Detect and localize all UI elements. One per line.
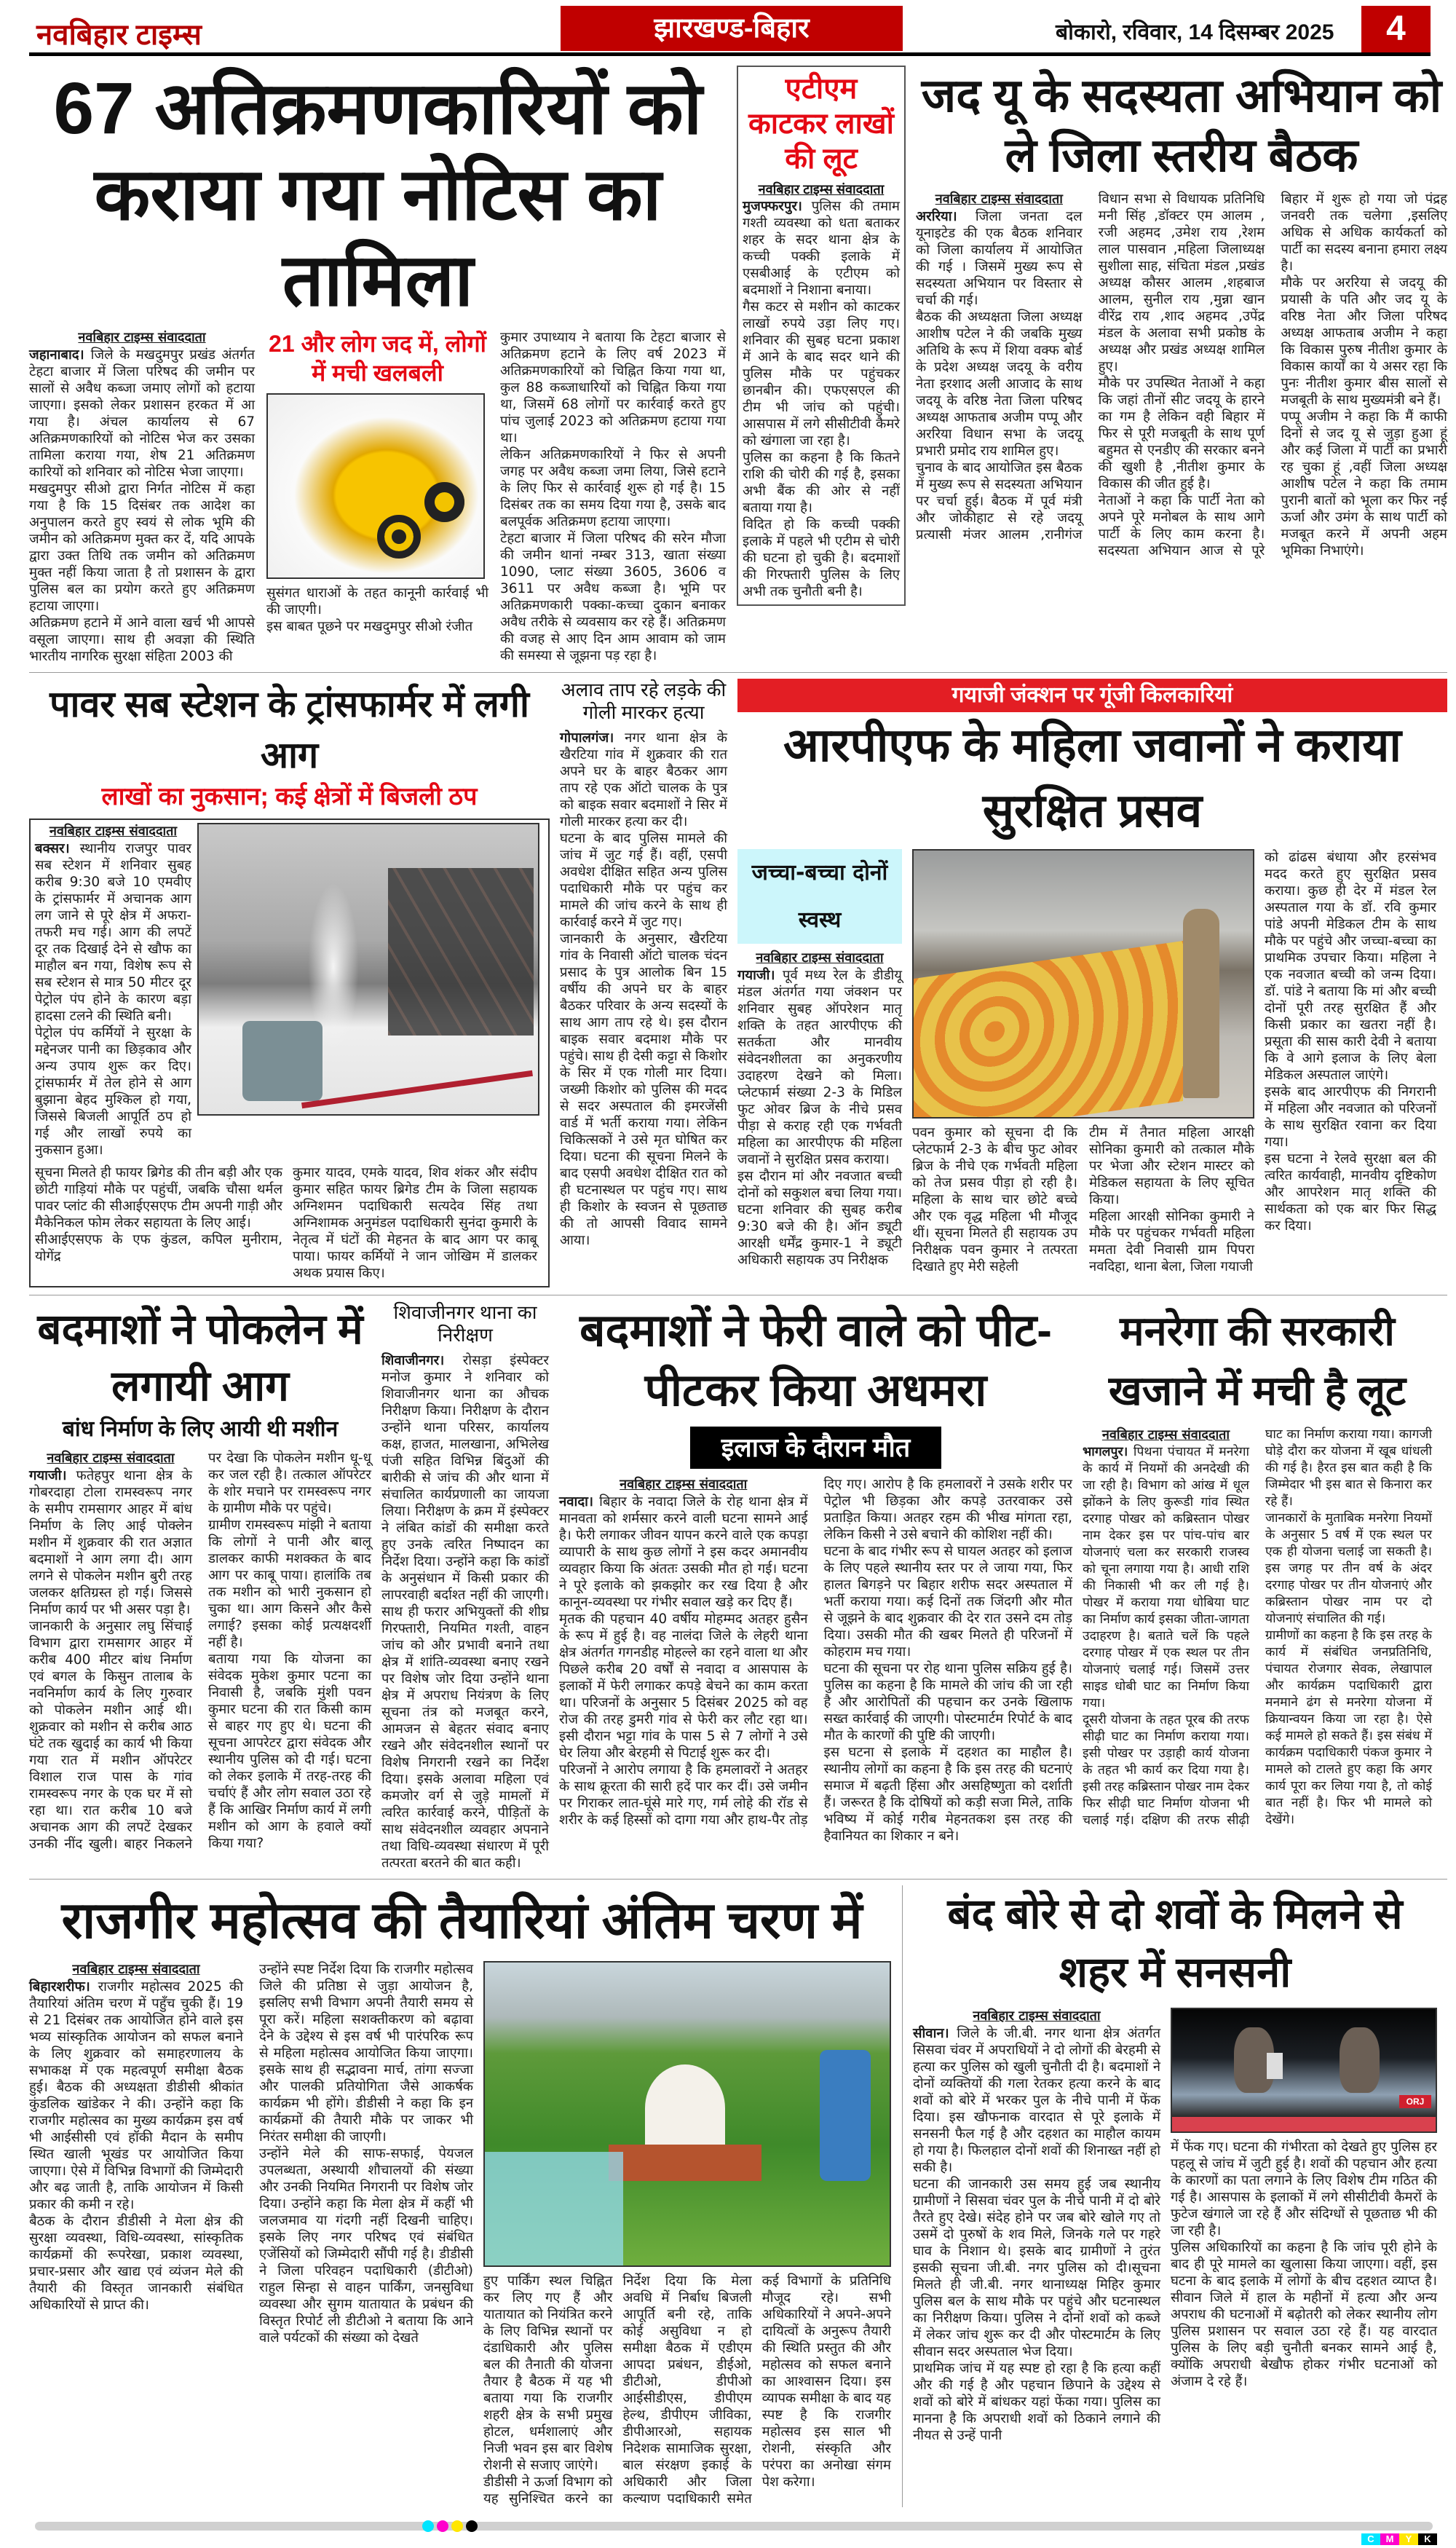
morgue-photo <box>1171 2008 1437 2133</box>
paragraph <box>35 1164 282 1231</box>
dateline: जहानाबाद। <box>29 347 91 363</box>
paragraph-text: इस बाबत पूछने पर मखदुमपुर सीओ रंजीत <box>266 619 473 634</box>
platform-delivery-photo <box>912 849 1254 1119</box>
story-headline: बंद बोरे से दो शवों के मिलने से शहर में सनसनी <box>947 1890 1403 1996</box>
cmyk-m: M <box>1380 2533 1399 2545</box>
story-column <box>1265 849 1436 1234</box>
dateline: गयाजी। <box>29 1468 76 1483</box>
story-columns <box>29 1961 473 2346</box>
story-body <box>29 1961 895 2507</box>
story-body <box>29 329 727 665</box>
paragraph-text: जिले के जी.बी. नगर थाना क्षेत्र अंतर्गत सिसवा चंवर में अपराधियों ने दो लोगों की बेरहमी से हत्या कर पुलिस को खुली चुनौती दी है। बदमाशों ने दोनों व्यक्तियों की गला रेतकर हत्या करने के बाद शवों को बोरे में भरकर पुल के नीचे पानी में फेंक दिया। इस खौफनाक वारदात से पूरे इलाके में सनसनी फैल गई है और दहशत का माहौल कायम हो गया है। फिलहाल दोनों शवों की शिनाख्त नहीं हो सकी है। <box>913 2026 1160 2175</box>
story-subhead: जच्चा-बच्चा दोनों स्वस्थ <box>737 849 902 944</box>
row-third <box>29 1295 1447 1879</box>
paragraph <box>266 618 488 635</box>
paragraph-text: बिहार के नवादा जिले के रोह थाना क्षेत्र में मानवता को शर्मसार करने वाली घटना सामने आई है। फेरी लगाकर जीवन यापन करने वाले एक कपड़ा व्यापारी के साथ कुछ लोगों ने इस कदर अमानवीय व्यवहार किया कि अंततः उसकी मौत हो गई। घटना ने पूरे इलाके को झकझोर कर रख दिया है और कानून-व्यवस्था पर गंभीर सवाल खड़े कर दिए हैं। <box>559 1494 808 1610</box>
paragraph-text: सूचना मिलते ही फायर ब्रिगेड की तीन बड़ी और एक छोटी गाड़ियां मौके पर पहुंचीं, जबकि चौसा थर्मल पावर प्लांट की सीआईएसएफ टीम अपनी गाड़ी और मैकेनिकल फोम लेकर सहायता के लिए आई। <box>35 1165 282 1231</box>
story-columns <box>483 2273 891 2507</box>
paragraph-text: उन्होंने स्पष्ट निर्देश दिया कि राजगीर महोत्सव जिले की प्रतिष्ठा से जुड़ा आयोजन है, इसलिए सभी विभाग अपनी तैयारी समय से पूरा करें। महिला सशक्तीकरण को बढ़ावा देने के उद्देश्य से इस वर्ष भी पारंपरिक रूप से महिला महोत्सव आयोजित किया जाएगा। इसके साथ ही सद्भावना मार्च, तांगा सज्जा और पालकी प्रतियोगिता जैसे आकर्षक कार्यक्रम भी होंगे। डीडीसी ने कहा कि इन कार्यक्रमों की तैयारी मौके पर जाकर भी निरंतर समीक्षा की जाएगी। <box>259 1962 473 2145</box>
masthead-rule <box>29 52 1431 56</box>
paragraph-text: घटना की सूचना पर रोह थाना पुलिस सक्रिय हुई है। पुलिस का कहना है कि मामले की जांच की जा रही है और आरोपितों की पहचान कर उनके खिलाफ सख्त कार्रवाई की जाएगी। पोस्टमार्टम रिपोर्ट के बाद मौत के कारणों की पुष्टि की जाएगी। <box>823 1661 1072 1743</box>
row-bottom <box>29 1879 1447 2515</box>
edition-date: बोकारो, रविवार, 14 दिसम्बर 2025 <box>1056 20 1334 44</box>
paragraph-text: सुसंगत धाराओं के तहत कानूनी कार्रवाई भी की जाएगी। <box>266 585 488 618</box>
jcb-wheel <box>424 482 464 522</box>
paragraph <box>1265 1510 1432 1628</box>
story-jdu <box>916 66 1447 559</box>
story-column <box>737 849 902 1269</box>
paragraph-text: डीडीसी ने ऊर्जा विभाग को यह सुनिश्चित करने का निर्देश दिया कि मेला अवधि में निर्बाध बिजली आपूर्ति बनी रहे, ताकि कोई असुविधा न हो समीक्षा बैठक में एडीएम आपदा प्रबंधन, डीईओ, डीटीओ, डीपीओ आईसीडीएस, डीपीएम हेल्थ, डीपीएम जीविका, डीपीआरओ, सहायक निदेशक सामाजिक सुरक्षा, बाल संरक्षण इकाई के अधिकारी और जिला कल्याण पदाधिकारी समेत कई विभागों के प्रतिनिधि मौजूद रहे। सभी अधिकारियों ने अपने-अपने दायित्वों के अनुरूप तैयारी की स्थिति प्रस्तुत की और महोत्सव को सफल बनाने का आश्वासन दिया। इस व्यापक समीक्षा के बाद यह स्पष्ट है कि राजगीर महोत्सव इस साल भी रोशनी, संस्कृति और परंपरा का अनोखा संगम पेश करेगा। <box>483 2273 891 2506</box>
paragraph-text: हुए पार्किंग स्थल चिह्नित कर लिए गए हैं और यातायात को नियंत्रित करने के लिए विभिन्न स्थानों पर दंडाधिकारी और पुलिस बल की तैनाती की योजना तैयार है बैठक में यह भी बताया गया कि राजगीर शहरी क्षेत्र के सभी प्रमुख होटल, धर्मशालाएं और निजी भवन इस बार विशेष रोशनी से सजाए जाएंगे। <box>483 2273 613 2473</box>
paragraph-text: उन्होंने मेले की साफ-सफाई, पेयजल उपलब्धता, अस्थायी शौचालयों की संख्या और उनकी नियमित निगरानी पर विशेष जोर दिया। उन्होंने कहा कि मेला क्षेत्र में कहीं भी जलजमाव या गंदगी नहीं दिखनी चाहिए। इसके लिए नगर परिषद एवं संबंधित एजेंसियों को जिम्मेदारी सौंपी गई है। डीडीसी ने जिला परिवहन पदाधिकारी (डीटीओ) राहुल सिन्हा से वाहन पार्किंग, जनसुविधा व्यवस्था और सुगम यातायात के प्रबंधन की विस्तृत रिपोर्ट ली डीटीओ ने बताया कि आने वाले पर्यटकों की संख्या को देखते <box>259 2146 473 2346</box>
paragraph <box>824 1744 1073 1845</box>
paragraph <box>913 2025 1160 2176</box>
paragraph-text: ग्रामीण रामस्वरूप मांझी ने बताया कि लोगों ने पानी और बालू डालकर काफी मशक्कत के बाद आग पर काबू पाया। हालांकि तब तक मशीन को भारी नुकसान हो चुका था। आग किसने और कैसे लगाई? इसका कोई प्रत्यक्षदर्शी नहीं है। <box>208 1518 371 1650</box>
paragraph <box>1171 2239 1437 2390</box>
story-banner <box>737 679 1447 712</box>
story-text <box>913 2025 1160 2444</box>
paragraph-text: जिला जनता दल यूनाइटेड की एक बैठक शनिवार को जिला कार्यालय में आयोजित की गई । जिसमें मुख्य रूप से सदस्यता अभियान पर विस्तार से चर्चा की गई। <box>916 209 1083 308</box>
stupa-base <box>609 2145 761 2181</box>
yellow-dot <box>451 2520 463 2532</box>
story-text <box>29 1450 371 1853</box>
paragraph <box>259 1961 473 2145</box>
story-columns <box>1083 1427 1432 1829</box>
paragraph-text: को ढांढस बंधाया और हरसंभव मदद करते हुए सुरक्षित प्रसव कराया। कुछ ही देर में मंडल रेल अस्पताल गया के डॉ. रवि कुमार पांडे अपनी मेडिकल टीम के साथ मौके पर पहुंचे और जच्चा-बच्चा का प्राथमिक उपचार किया। महिला ने एक नवजात बच्ची को जन्म दिया। डॉ. पांडे ने बताया कि मां और बच्ची दोनों पूरी तरह सुरक्षित हैं और किसी प्रकार का खतरा नहीं है। प्रसूता की सास कारी देवी ने बताया कि वे आगे इलाज के लिए बेला मेडिकल अस्पताल जाएंगे। <box>1265 850 1436 1083</box>
power-story-box <box>29 819 550 1287</box>
paragraph <box>29 2213 243 2314</box>
paragraph <box>560 830 727 931</box>
paragraph-text: राजगीर महोत्सव 2025 की तैयारियां अंतिम चरण में पहुँच चुकी हैं। 19 से 21 दिसंबर तक आयोजित होने वाले इस भव्य सांस्कृतिक आयोजन को सफल बनाने के लिए शुक्रवार को समाहरणालय के सभाकक्ष में एक महत्वपूर्ण समीक्षा बैठक हुई। बैठक की अध्यक्षता डीडीसी श्रीकांत कुंडलिक खांडेकर ने की। उन्होंने कहा कि राजगीर महोत्सव का मुख्य कार्यक्रम इस वर्ष भी आईसीसी एवं हॉकी मैदान के समीप स्थित खाली भूखंड पर आयोजित किया जाएगा। ऐसे में विभिन्न विभागों की जिम्मेदारी और बढ़ जाती है, ताकि आयोजन में किसी प्रकार की कमी न रहे। <box>29 1979 243 2212</box>
paragraph <box>208 1651 371 1852</box>
paragraph-text: महिला आरक्षी सोनिका कुमारी ने मौके पर पहुंचकर गर्भवती महिला ममता देवी निवासी ग्राम पिपरा नवदिहा, थाना बेला, जिला गयाजी <box>1089 1209 1254 1274</box>
dateline: सीवान। <box>913 2026 957 2041</box>
paragraph <box>1083 1444 1249 1712</box>
story-headline: आरपीएफ के महिला जवानों ने कराया सुरक्षित प्रसव <box>783 719 1401 837</box>
story-subhead: 21 और लोग जद में, लोगों में मची खलबली <box>269 331 486 386</box>
paragraph-text: नेताओं ने कहा कि पार्टी नेता को अपने पूरे मनोबल के साथ आगे पार्टी के लिए काम करना है। सदस्यता अभियान आज से पूरे बिहार में शुरू हो गया जो पंद्रह जनवरी तक चलेगा ,इसलिए अधिक से अधिक कार्यकर्ता को पार्टी का सदस्य बनाना हमारा लक्ष्य है। <box>1098 192 1447 559</box>
story-poklen <box>29 1301 371 1853</box>
paragraph <box>29 347 255 481</box>
paragraph <box>1089 1124 1254 1208</box>
paragraph <box>560 931 727 1249</box>
paragraph <box>559 1611 808 1762</box>
paragraph <box>381 1352 549 1871</box>
story-text <box>29 347 255 665</box>
cyan-dot <box>422 2520 434 2532</box>
byline: नवबिहार टाइम्स संवाददाता <box>758 182 885 197</box>
story-headline: मनरेगा की सरकारी खजाने में मची है लूट <box>1108 1308 1406 1413</box>
paragraph-text: पुलिस का कहना है कि कितने राशि की चोरी की गई है, इसका अभी बैंक की ओर से नहीं बताया गया है। <box>743 450 900 516</box>
paragraph <box>266 585 488 618</box>
story-column <box>912 1124 1077 1275</box>
paragraph-text: इस दौरान मां और नवजात बच्ची दोनों को सकुशल बचा लिया गया। घटना शनिवार की सुबह करीब 9:30 बजे की है। ऑन ड्यूटी आरक्षी धर्मेंद्र कुमार-1 ने ड्यूटी अधिकारी सहायक उप निरीक्षक <box>737 1169 902 1268</box>
paragraph-text: घटना के बाद पुलिस मामले की जांच में जुट गई हैं। वहीं, एसपी अवधेश दीक्षित सहित अन्य पुलिस पदाधिकारी मौके पर पहुंच कर मामले की जांच करने के साथ ही कार्रवाई करने में जुट गए। <box>560 831 727 930</box>
cmyk-k: K <box>1418 2533 1437 2545</box>
dateline: गोपालगंज। <box>560 730 625 746</box>
black-dot <box>466 2520 478 2532</box>
paragraph <box>1281 409 1447 559</box>
byline: नवबिहार टाइम्स संवाददाता <box>49 824 178 839</box>
jcb-wheel <box>377 515 421 559</box>
paragraph <box>913 2360 1160 2444</box>
story-columns <box>559 1476 1072 1845</box>
paragraph-text: ग्रामीणों का कहना है कि इस तरह के कार्य में संबंधित जनप्रतिनिधि, पंचायत रोजगार सेवक, लेखापाल और कार्यक्रम पदाधिकारी द्वारा मनमाने ढंग से मनरेगा योजना में क्रियान्वयन किया जा रहा है। ऐसे कई मामले हो सकते हैं। इस संबंध में कार्यक्रम पदाधिकारी पंकज कुमार ने मामले को टालते हुए कहा कि अगर कार्य पूरा कर लिया गया है, तो कोई बात नहीं है। फिर भी मामले को देखेंगे। <box>1265 1628 1432 1827</box>
paragraph-text: फतेहपुर थाना क्षेत्र के गोबरदाहा टोला रामस्वरूप नगर के समीप रामसागर आहर में बांध निर्माण के लिए आई पोक्लेन मशीन में शुक्रवार की रात अज्ञात बदमाशों ने आग लगा दी। आग लगने से पोकलेन मशीन बुरी तरह जलकर क्षतिग्रस्त हो गई। जिससे निर्माण कार्य पर भी असर पड़ा है। <box>29 1468 192 1617</box>
registration-bar <box>35 2522 1433 2531</box>
paragraph-text: में फेंक गए। घटना की गंभीरता को देखते हुए पुलिस हर पहलू से जांच में जुटी हुई है। शवों की पहचान और हत्या के कारणों का पता लगाने के लिए विशेष टीम गठित की गई है। आसपास के इलाकों में लगे सीसीटीवी कैमरों के फुटेज खंगाले जा रहे हैं और संदिग्धों से पूछताछ भी की जा रही है। <box>1171 2139 1437 2239</box>
story-column <box>266 585 488 635</box>
paragraph <box>500 329 726 446</box>
story-column <box>293 1164 537 1282</box>
paragraph-text: जानकारी के अनुसार, खैरटिया गांव के निवासी ऑटो चालक चंदन प्रसाद के पुत्र आलोक बिन 15 वर्षीय की अपने घर के बाहर बैठकर परिवार के अन्य सदस्यों के साथ आग ताप रहे थे। इस दौरान बाइक सवार बदमाश मौके पर पहुंचे। साथ ही देसी कट्टा से किशोर के सिर में एक गोली मार दिया। जख्मी किशोर को पुलिस की मदद से सदर अस्पताल की इमरजेंसी वार्ड में भर्ती कराया गया। लेकिन चिकित्सकों ने उसे मृत घोषित कर दिया। घटना की सूचना मिलने के बाद एसपी अवधेश दीक्षित रात को ही घटनास्थल पर पहुंच गए। साथ ही किशोर के स्वजन से पूछताछ की तो आपसी विवाद सामने आया। <box>560 931 727 1248</box>
paragraph <box>1265 1151 1436 1234</box>
story-text <box>737 967 902 1269</box>
story-headline: 67 अतिक्रमणकारियों को कराया गया नोटिस का तामिला <box>53 68 703 321</box>
story-headline: एटीएम काटकर लाखों की लूट <box>748 73 894 175</box>
story-headline: बदमाशों ने फेरी वाले को पीट-पीटकर किया अधमरा <box>579 1306 1052 1416</box>
photo-cols <box>912 1124 1254 1275</box>
paragraph <box>737 1168 902 1269</box>
paragraph <box>500 530 726 664</box>
newspaper-logo: नवबिहार टाइम्स <box>36 19 202 51</box>
story-text <box>559 1476 1072 1845</box>
paragraph <box>912 1124 1077 1275</box>
story-text <box>916 191 1447 559</box>
paragraph-text: जानकारों के मुताबिक मनरेगा नियमों के अनुसार 5 वर्ष में एक स्थल पर एक ही योजना चलाई जा सकती है। इस जगह पर तीन वर्ष के अंदर दरगाह पोखर पर तीन योजनाएं और कब्रिस्तान पोखर नाम पर दो योजनाएं संचालित की गई। <box>1265 1511 1432 1626</box>
paragraph-text: विदित हो कि कच्ची पक्की इलाके में पहले भी एटीम से चोरी की घटना हो चुकी है। बदमाशों की गिरफ्तारी पुलिस के लिए अभी तक चुनौती बनी है। <box>743 517 900 599</box>
paragraph-text: पुलिस की तमाम गश्ती व्यवस्था को धता बताकर शहर के सदर थाना क्षेत्र के कच्ची पक्की इलाके में एसबीआई के एटीएम को बदमाशों ने निशाना बनाया। <box>743 199 900 298</box>
byline: नवबिहार टाइम्स संवाददाता <box>47 1451 175 1466</box>
banner-text: गयाजी जंक्शन पर गूंजी किलकारियां <box>951 683 1233 707</box>
paragraph-text: मखदुमपुर सीओ द्वारा निर्गत नोटिस में कहा गया है कि 15 दिसंबर तक आदेश का अनुपालन करते हुए स्वयं से लोक भूमि की जमीन को अतिक्रमण मुक्त कर दें, यदि आपके द्वारा उक्त तिथि तक जमीन को अतिक्रमण मुक्त नहीं किया जाता है तो प्रशासन के द्वारा पुलिस बल का प्रयोग करते हुए अतिक्रमण हटाया जाएगा। <box>29 481 255 614</box>
paragraph-text: कुमार उपाध्याय ने बताया कि टेहटा बाजार से अतिक्रमण हटाने के लिए वर्ष 2023 में अतिक्रमणकारियों को चिह्नित किया गया था, कुल 88 कब्जाधारियों को चिह्नित किया गया था, जिसमें 68 लोगों पर कार्रवाई करते हुए पांच जुलाई 2023 को अतिक्रमण हटाया गया था। <box>500 330 726 446</box>
story-columns <box>29 1450 371 1853</box>
story-text <box>1083 1427 1432 1829</box>
paragraph-text: इस घटना ने रेलवे सुरक्षा बल की त्वरित कार्यवाही, मानवीय दृष्टिकोण और आपरेशन मातृ शक्ति की सार्थकता को एक बार फिर सिद्ध कर दिया। <box>1265 1151 1436 1234</box>
story-text <box>560 730 727 1249</box>
footer <box>29 2519 1447 2548</box>
story-mnrega <box>1083 1301 1432 1829</box>
story-siwan <box>913 1885 1437 2444</box>
story-headline: राजगीर महोत्सव की तैयारियां अंतिम चरण में <box>61 1892 863 1949</box>
cmyk-c: C <box>1361 2533 1380 2545</box>
paragraph-text: घटना की जानकारी उस समय हुई जब स्थानीय ग्रामीणों ने सिसवा चंवर पुल के नीचे पानी में दो बोरे तैरते हुए देखे। संदेह होने पर जब बोरे खोले गए तो उसमें दो पुरुषों के शव मिले, जिनके गले पर गहरे घाव के निशान थे। इसके बाद ग्रामीणों ने तुरंत इसकी सूचना जी.बी. नगर पुलिस को दी।सूचना मिलते ही जी.बी. नगर थानाध्यक्ष मिहिर कुमार पुलिस बल के साथ मौके पर पहुंचे और घटनास्थल का निरीक्षण किया। पुलिस ने दोनों शवों को कब्जे में लेकर जांच शुरू कर दी और पोस्टमार्टम के लिए सीवान सदर अस्पताल भेज दिया। <box>913 2177 1160 2359</box>
paragraph-text: बैठक के दौरान डीडीसी ने मेला क्षेत्र की सुरक्षा व्यवस्था, विधि-व्यवस्था, सांस्कृतिक कार्यक्रमों की रूपरेखा, प्रकाश व्यवस्था, प्रचार-प्रसार और खाद्य एवं व्यंजन मेले की तैयारी की विस्तृत जानकारी संबंधित अधिकारियों से प्राप्त की। <box>29 2214 243 2313</box>
paragraph-text: पवन कुमार को सूचना दी कि प्लेटफार्म 2-3 के बीच फुट ओवर ब्रिज के नीचे एक गर्भवती महिला को तेज प्रसव पीड़ा हो रही है। महिला के साथ चार छोटे बच्चे और एक वृद्ध महिला भी मौजूद थीं। सूचना मिलते ही सहायक उप निरीक्षक पवन कुमार ने तत्परता दिखाते हुए मेरी सहेली <box>912 1125 1077 1274</box>
transformer-fire-photo <box>197 823 539 1116</box>
inset-headline: इलाज के दौरान मौत <box>721 1432 911 1462</box>
paragraph-text: मृतक की पहचान 40 वर्षीय मोहम्मद अतहर हुसैन के रूप में हुई है। वह नालंदा जिले के लेहरी थाना क्षेत्र अंतर्गत गगनडीह मोहल्ले का रहने वाला था और पिछले करीब 20 वर्षों से नवादा व आसपास के इलाकों में फेरी लगाकर कपड़े बेचने का काम करता था। परिजनों के अनुसार 5 दिसंबर 2025 को वह रोज की तरह डुमरी गांव से फेरी कर लौट रहा था। इसी दौरान भट्टा गांव के पास 5 से 7 लोगों ने उसे घेर लिया और बेरहमी से पिटाई शुरू कर दी। <box>559 1612 808 1761</box>
power-top <box>35 823 544 1159</box>
cmyk-y: Y <box>1399 2533 1418 2545</box>
story-column <box>29 329 255 665</box>
paragraph <box>737 967 902 1168</box>
stupa <box>645 2064 725 2152</box>
transformer-structure <box>388 868 534 1036</box>
paragraph-text: जानकारी के अनुसार लघु सिंचाई विभाग द्वारा रामसागर आहर में करीब 400 मीटर बांध निर्माण एवं बगल के किसुन तालाब के नवनिर्माण कार्य के लिए गुरुवार को पोकलेन मशीन आई थी। शुक्रवार को मशीन से करीब आठ घंटे तक खुदाई का कार्य भी किया गया रात में मशीन ऑपरेटर विशाल राज पास के गांव रामस्वरूप नगर के एक घर में सो रहा था। रात करीब 10 बजे अचानक आग की लपटें देखकर उनकी नींद खुली। बाहर निकलने पर देखा कि पोकलेन मशीन धू-धू कर जल रही है। तत्काल ऑपरेटर के शोर मचाने पर रामस्वरूप नगर के ग्रामीण मौके पर पहुंचे। <box>29 1451 371 1852</box>
dateline: नवादा। <box>559 1494 600 1510</box>
paragraph-text: कुमार यादव, एमके यादव, शिव शंकर और संदीप कुमार सहित फायर ब्रिगेड टीम के जिला सहायक अग्निशमन पदाधिकारी सत्यदेव सिंह तथा अग्निशामक अनुमंडल पदाधिकारी सुनंदा कुमारी के नेतृत्व में घंटों की मेहनत के बाद आग पर काबू पाया। फायर कर्मियों ने जान जोखिम में डालकर अथक प्रयास किए। <box>293 1165 537 1281</box>
byline: नवबिहार टाइम्स संवाददाता <box>72 1962 200 1977</box>
paragraph <box>35 1231 282 1265</box>
paragraph <box>1265 1628 1432 1829</box>
paragraph-text: लेकिन अतिक्रमणकारियों ने फिर से अपनी जगह पर अवैध कब्जा जमा लिया, जिसे हटाने के लिए फिर से कार्रवाई शुरू हो गई है। 15 दिसंबर तक का समय दिया गया है, उसके बाद बलपूर्वक अतिक्रमण हटाया जाएगा। <box>500 447 726 529</box>
paragraph <box>29 1467 192 1618</box>
paragraph-text: पूर्व मध्य रेल के डीडीयू मंडल अंतर्गत गया जंक्शन पर शनिवार सुबह ऑपरेशन मातृ शक्ति के तहत आरपीएफ की सतर्कता और मानवीय संवेदनशीलता का अनुकरणीय उदाहरण देखने को मिला। प्लेटफार्म संख्या 2-3 के मिडिल फुट ओवर ब्रिज के नीचे प्रसव पीड़ा से कराह रही एक गर्भवती महिला का आरपीएफ की महिला जवानों ने सुरक्षित प्रसव कराया। <box>737 968 902 1167</box>
story-column <box>1089 1124 1254 1275</box>
paragraph <box>500 446 726 530</box>
story-rpf <box>737 679 1447 1275</box>
story-headline: शिवाजीनगर थाना का निरीक्षण <box>393 1301 537 1346</box>
paragraph-text: स्थानीय राजपुर पावर सब स्टेशन में शनिवार सुबह करीब 9:30 बजे 10 एमवीए के ट्रांसफार्मर में अचानक आग लग जाने से पूरे क्षेत्र में अफरा-तफरी मच गई। आग की लपटें दूर तक दिखाई देने से खौफ का माहौल बन गया, विशेष रूप से सब स्टेशन से मात्र 50 मीटर दूर पेट्रोल पंप होने के कारण बड़ा हादसा टलने की स्थिति बनी। <box>35 841 191 1024</box>
story-headline: बदमाशों ने पोकलेन में लगायी आग <box>37 1306 363 1410</box>
story-pheri <box>559 1301 1072 1845</box>
dateline: गयाजी। <box>737 968 783 983</box>
glass-bridge <box>485 2152 623 2267</box>
paragraph-text: जिले के मखदुमपुर प्रखंड अंतर्गत टेहटा बाजार में जिला परिषद की जमीन पर सालों से अवैध कब्जा जमाए लोगों को हटाया जाएगा। इसको लेकर प्रशासन हरकत में आ गया है। अंचल कार्यालय से 67 अतिक्रमणकारियों को नोटिस भेज कर उसका तामिला कराया गया, शेष 21 अतिक्रमण कारियों को शनिवार को नोटिस भेजा जाएगा। <box>29 347 255 480</box>
paragraph-text: प्राथमिक जांच में यह स्पष्ट हो रहा है कि हत्या कहीं और की गई है और पहचान छिपाने के उद्देश्य से शवों को बोरे में बांधकर यहां फेंका गया। पुलिस का मानना है कि अपराधी शवों को ठिकाने लगाने की नीयत से उन्हें पानी <box>913 2361 1160 2443</box>
paragraph-text: नगर थाना क्षेत्र के खैरटिया गांव में शुक्रवार की रात अपने घर के बाहर बैठकर आग ताप रहे एक ऑटो चालक के पुत्र को बाइक सवार बदमाशों ने सिर में गोली मारकर हत्या कर दी। <box>560 730 727 829</box>
story-column <box>1171 2139 1437 2390</box>
paragraph-text: टीम में तैनात महिला आरक्षी सोनिका कुमारी को तत्काल मौके पर भेजा और स्टेशन मास्टर को मेडिकल सहायता के लिए सूचित किया। <box>1089 1125 1254 1207</box>
paragraph <box>1265 849 1436 1084</box>
paragraph <box>1171 2139 1437 2239</box>
paragraph <box>1281 275 1447 409</box>
saree-screen <box>914 941 1183 1119</box>
paragraph <box>743 299 900 449</box>
rpf-officer <box>1183 909 1219 1098</box>
byline: नवबिहार टाइम्स संवाददाता <box>973 2008 1101 2024</box>
paragraph-text: रोसड़ा इंस्पेक्टर मनोज कुमार ने शनिवार को शिवाजीनगर थाना का औचक निरीक्षण किया। निरीक्षण के दौरान उन्होंने थाना परिसर, कार्यालय कक्ष, हाजत, मालखाना, अभिलेख पंजी सहित विभिन्न बिंदुओं की बारीकी से जांच की और थाना में संचालित कार्यप्रणाली का जायजा लिया। निरीक्षण के क्रम में इंस्पेक्टर ने लंबित कांडों की समीक्षा करते हुए उनके त्वरित निष्पादन का निर्देश दिया। उन्होंने कहा कि कांडों के अनुसंधान में किसी प्रकार की लापरवाही बर्दाश्त नहीं की जाएगी। साथ ही फरार अभियुक्तों की शीघ्र गिरफ्तारी, नियमित गश्ती, वाहन जांच को और प्रभावी बनाने तथा क्षेत्र में शांति-व्यवस्था बनाए रखने पर विशेष जोर दिया उन्होंने थाना क्षेत्र में अपराध नियंत्रण के लिए सूचना तंत्र को मजबूत करने, आमजन से बेहतर संवाद बनाए रखने और संवेदनशील स्थानों पर विशेष निगरानी रखने का निर्देश दिया। इसके अलावा महिला एवं कमजोर वर्ग से जुड़े मामलों में त्वरित कार्रवाई करने, पीड़ितों के साथ संवेदनशील व्यवहार अपनाने तथा विधि-व्यवस्था संधारण में पूरी तत्परता बरतने की बात कही। <box>381 1353 549 1871</box>
paragraph-text: चुनाव के बाद आयोजित इस बैठक में मुख्य रूप से सदस्यता अभियान पर चर्चा हुई। बैठक में पूर्व मंत्री और जोकीहाट से रहे जदयू प्रत्यासी मंजर आलम ,रानीगंज विधान सभा से विधायक प्रतिनिधि मनी सिंह ,डॉक्टर एम आलम , रजी अहमद ,उमेश राय ,रेशम लाल पासवान ,महिला जिलाध्यक्ष सुशीला साह, संचिता मंडल ,प्रखंड अध्यक्ष कौसर आलम ,शहबाज आलम, सुनील राय ,मुन्ना खान वीरेंद्र राय ,शाद अहमद ,उपेंद्र मंडल के अलावा सभी प्रकोष्ठ के अध्यक्ष और प्रखंड अध्यक्ष शामिल हुए। <box>916 192 1265 543</box>
dateline: भागलपुर। <box>1083 1445 1133 1459</box>
story-middle <box>266 329 488 635</box>
paragraph-text: पुलिस अधिकारियों का कहना है कि जांच पूरी होने के बाद ही पूरे मामले का खुलासा किया जाएगा। वहीं, इस घटना के बाद इलाके में लोगों के बीच दहशत व्याप्त है। सीवान जिले में हाल के महीनों में हत्या और अन्य अपराध की घटनाओं में बढ़ोतरी को लेकर स्थानीय लोग पुलिस प्रशासन पर सवाल उठा रहे हैं। यह वारदात पुलिस के लिए बड़ी चुनौती बनकर सामने आई है, क्योंकि अपराधी बेखौफ होकर गंभीर घटनाओं को अंजाम दे रहे हैं। <box>1171 2240 1437 2389</box>
paragraph-text: मौके पर अररिया से जदयू की प्रयासी के पति और जद यू के वरिष्ठ नेता और जिला परिषद अध्यक्ष आफताब अजीम ने कहा कि विकास पुरुष नीतीश कुमार के विकास कार्यों का ये असर रहा कि पुनः नीतीश कुमार बीस सालों से मजबूती के साथ मुख्यमंत्री बने हैं। <box>1281 275 1447 408</box>
power-bottom <box>35 1164 544 1282</box>
story-shivaji <box>381 1301 549 1871</box>
paragraph-text: बैठक की अध्यक्षता जिला अध्यक्ष आशीष पटेल ने की जबकि मुख्य अतिथि के रूप में शिया वक्फ बोर्ड के प्रदेश अध्यक्ष जदयू के वरीय नेता इरशाद अली आजाद के साथ जदयू के वरिष्ठ नेता जिला परिषद अध्यक्ष आफताब अजीम पप्पू और अररिया विधान सभा के जदयू प्रभारी प्रमोद राय शामिल हुए। <box>916 309 1083 459</box>
story-encroachment <box>29 66 727 665</box>
paragraph-text: पिथना पंचायत में मनरेगा के कार्य में नियमों की अनदेखी की जा रही है। विभाग को आंख में धूल झोंकने के लिए कुरूडी गांव स्थित दरगाह पोखर को कब्रिस्तान पोखर नाम देकर इस पर पांच-पांच बार योजनाएं चला कर सरकारी राजस्व को चूना लगाया गया है। आधी राशि की निकासी भी कर ली गई है। पोखर में कराया गया धोबिया घाट का निर्माण कार्य इसका जीता-जागता उदाहरण है। बताते चलें कि पहले दरगाह पोखर में एक स्थल पर तीन योजनाएं चलाई गई। जिसमें उत्तर साइड धोबी घाट का निर्माण किया गया। <box>1083 1445 1250 1711</box>
paragraph <box>824 1660 1073 1744</box>
story-middle <box>912 849 1254 1275</box>
paragraph <box>483 2273 612 2474</box>
story-headline: अलाव ताप रहे लड़के की गोली मारकर हत्या <box>561 679 727 723</box>
paragraph <box>743 449 900 516</box>
story-headline: जद यू के सदस्यता अभियान को ले जिला स्तरीय बैठक <box>921 69 1442 181</box>
paragraph <box>916 208 1083 309</box>
page-number: 4 <box>1361 6 1431 52</box>
paragraph-text: इसके बाद आरपीएफ की निगरानी में महिला और नवजात को परिजनों के साथ सुरक्षित रवाना कर दिया गया। <box>1265 1084 1436 1150</box>
paragraph-text: बताया गया कि योजना का संवेदक मुकेश कुमार पटना का निवासी है, जबकि मुंशी पवन कुमार घटना की रात किसी काम से बाहर गए हुए थे। घटना की सूचना आपरेटर द्वारा संवेदक और स्थानीय पुलिस को दी गई। घटना को लेकर इलाके में तरह-तरह की चर्चाएं हैं और लोग सवाल उठा रहे हैं कि आखिर निर्माण कार्य में लगी मशीन को आग के हवाले क्यों किया गया? <box>208 1652 371 1851</box>
row-top <box>29 60 1447 672</box>
byline: नवबिहार टाइम्स संवाददाता <box>935 192 1063 207</box>
story-subhead: लाखों का नुकसान; कई क्षेत्रों में बिजली ठप <box>101 783 478 810</box>
paragraph-text: दूसरी योजना के तहत पूरब की तरफ सीढ़ी घाट का निर्माण कराया गया। इसी पोखर पर उड़ाही कार्य योजना के तहत भी कार्य कर दिया गया है। इसी तरह कब्रिस्तान पोखर नाम देकर फिर सीढ़ी घाट निर्माण योजना भी चलाई गई। दक्षिण की तरफ सीढ़ी घाट का निर्माण कराया गया। कागजी घोड़े दौरा कर योजना में खूब धांधली की गई है। हैरत इस बात कही है कि जिम्मेदार भी इस बात से किनारा कर रहे हैं। <box>1083 1427 1432 1828</box>
paragraph-text: सीआईएसएफ के एफ कुंडल, कपिल मुनीराम, योगेंद्र <box>35 1232 282 1264</box>
oil-drum <box>242 1021 323 1101</box>
story-text <box>743 198 900 600</box>
magenta-dot <box>437 2520 448 2532</box>
paragraph-text: गैस कटर से मशीन को काटकर लाखों रुपये उड़ा लिए गए। शनिवार की सुबह घटना प्रकाश में आने के बाद सदर थाने की पुलिस मौके पर पहुंचकर छानबीन की। एफएसएल की टीम भी जांच को पहुंची। आसपास में लगे सीसीटीवी कैमरे को खंगाला जा रहा है। <box>743 299 900 449</box>
paragraph <box>743 198 900 299</box>
paragraph-text: इस घटना से इलाके में दहशत का माहौल है। स्थानीय लोगों का कहना है कि इस तरह की घटनाएं समाज में बढ़ती हिंसा और असहिष्णुता को दर्शाती हैं। जरूरत है कि दोषियों को कड़ी सजा मिले, ताकि भविष्य में कोई गरीब मेहनतकश इस तरह की हैवानियत का शिकार न बने। <box>823 1745 1072 1844</box>
paragraph-text: टेहटा बाजार में जिला परिषद की सरेन मौजा की जमीन थानां नम्बर 313, खाता संख्या 1090, प्लाट संख्या 3605, 3606 व 3611 पर अवैध कब्जा है। भूमि पर अतिक्रमणकारी पक्का-कच्चा दुकान बनाकर अवैध तरीके से व्यवसाय कर रहे हैं। अतिक्रमण की वजह से आए दिन आम आवाम को जाम की समस्या से जूझना पड़ रहा है। <box>500 531 726 663</box>
cmyk-mark <box>1361 2533 1437 2545</box>
foot <box>1340 2027 1380 2093</box>
dateline: अररिया। <box>916 209 976 224</box>
byline: नवबिहार टाइम्स संवाददाता <box>1101 1427 1230 1443</box>
paragraph <box>1099 375 1265 492</box>
paragraph <box>259 2145 473 2346</box>
byline: नवबिहार टाइम्स संवाददाता <box>756 950 884 966</box>
story-right <box>483 1961 891 2507</box>
paragraph <box>35 1025 191 1159</box>
paragraph-text: अतिक्रमण हटाने में आने वाला खर्च भी आपसे वसूला जाएगा। साथ ही अवज्ञा की स्थिति भारतीय नागरिक सुरक्षा संहिता 2003 की <box>29 615 255 664</box>
jcb-photo <box>266 393 485 579</box>
story-column <box>500 329 726 664</box>
channel-logo: ORJ <box>1399 2095 1431 2108</box>
paragraph <box>743 516 900 600</box>
row-second <box>29 672 1447 1295</box>
paragraph-text: पप्पू अजीम ने कहा कि मैं काफी दिनों से जद यू से जुड़ा हुआ हूं और कई जिला में पार्टी का प्रभारी रह चुका हूं ,वहीं जिला अध्यक्ष आशीष पटेल ने कहा कि तमाम पुरानी बातों को भूला कर फिर नई ऊर्जा और उमंग के साथ पार्टी को मजबूत करने में अपनी अहम भूमिका निभाएंगे। <box>1281 409 1447 559</box>
paragraph <box>824 1543 1073 1660</box>
registration-dots <box>422 2520 478 2532</box>
atm-story-box <box>737 66 906 606</box>
paragraph-text: परिजनों ने आरोप लगाया है कि हमलावरों ने अतहर के साथ क्रूरता की सारी हदें पार कर दीं। उसे जमीन पर गिराकर लात-घूंसे मारे गए, गर्म लोहे की रॉड से शरीर के कई हिस्सों को दागा गया और हाथ-पैर तोड़ दिए गए। आरोप है कि हमलावरों ने उसके शरीर पर पेट्रोल भी छिड़का और कपड़े उतरवाकर उसे प्रताड़ित किया। अतहर रहम की भीख मांगता रहा, लेकिन किसी ने उसे बचाने की कोशिश नहीं की। <box>559 1477 1072 1828</box>
paragraph <box>29 1979 243 2213</box>
paragraph <box>913 2176 1160 2360</box>
story-subhead: बांध निर्माण के लिए आयी थी मशीन <box>62 1417 339 1441</box>
inset-headline-box <box>690 1427 941 1469</box>
paragraph <box>559 1494 808 1611</box>
paragraph <box>1089 1208 1254 1275</box>
story-column <box>35 1164 282 1265</box>
paragraph-text: पेट्रोल पंप कर्मियों ने सुरक्षा के मद्देनजर पानी का छिड़काव और अन्य उपाय शुरू कर दिए। ट्रांसफार्मर में तेल होने से आग बुझाना बेहद मुश्किल हो गया, जिससे बिजली आपूर्ति ठप हो गई और लाखों रुपये का नुकसान हुआ। <box>35 1025 191 1158</box>
byline: नवबिहार टाइम्स संवाददाता <box>620 1477 748 1492</box>
ropeway-chair <box>820 2050 871 2181</box>
rajgir-peace-pagoda-photo <box>483 1961 891 2267</box>
masthead <box>0 0 1456 60</box>
paragraph <box>293 1164 537 1282</box>
story-alav <box>560 679 727 1249</box>
story-headline: पावर सब स्टेशन के ट्रांसफार्मर में लगी आग <box>50 684 529 776</box>
story-text <box>29 1961 473 2346</box>
story-columns <box>916 191 1447 559</box>
paragraph <box>916 309 1083 459</box>
story-body <box>913 2008 1437 2444</box>
dateline: बिहारशरीफ। <box>29 1979 98 1995</box>
story-text <box>35 840 191 1159</box>
fire-hose <box>301 1070 533 1108</box>
paragraph-text: घटना के बाद गंभीर रूप से घायल अतहर को इलाज के लिए पहले स्थानीय स्तर पर ले जाया गया, फिर हालत बिगड़ने पर बिहार शरीफ सदर अस्पताल में भर्ती कराया गया। कई दिनों तक जिंदगी और मौत से जूझने के बाद शुक्रवार की देर रात उसने दम तोड़ दिया। उसकी मौत की खबर मिलते ही परिजनों में कोहराम मच गया। <box>823 1544 1072 1660</box>
story-right <box>1171 2008 1437 2390</box>
paragraph <box>1265 1084 1436 1151</box>
story-body <box>737 849 1447 1275</box>
section-title: झारखण्ड-बिहार <box>561 6 903 51</box>
dateline: शिवाजीनगर। <box>381 1353 463 1368</box>
story-power <box>29 679 550 1287</box>
paragraph <box>208 1517 371 1651</box>
story-rajgir <box>29 1885 903 2507</box>
dateline: मुजफ्फरपुर। <box>743 199 812 214</box>
paragraph-text: मौके पर उपस्थित नेताओं ने कहा कि जहां तीनों सीट जदयू के हारने का गम है लेकिन वही बिहार में फिर से पूरी मजबूती के साथ पूर्ण बहुमत से एनडीए की सरकार बनने की खुशी है ,नीतीश कुमार के विकास की जीत हुई है। <box>1098 376 1265 492</box>
byline: नवबिहार टाइम्स संवाददाता <box>78 330 206 345</box>
toe-tag <box>1267 2053 1283 2079</box>
story-column <box>913 2008 1160 2444</box>
paragraph <box>29 481 255 615</box>
paragraph <box>29 615 255 665</box>
dateline: बक्सर। <box>35 841 80 856</box>
paragraph <box>560 730 727 830</box>
paragraph <box>35 840 191 1025</box>
story-text <box>381 1352 549 1871</box>
story-column <box>35 823 191 1159</box>
